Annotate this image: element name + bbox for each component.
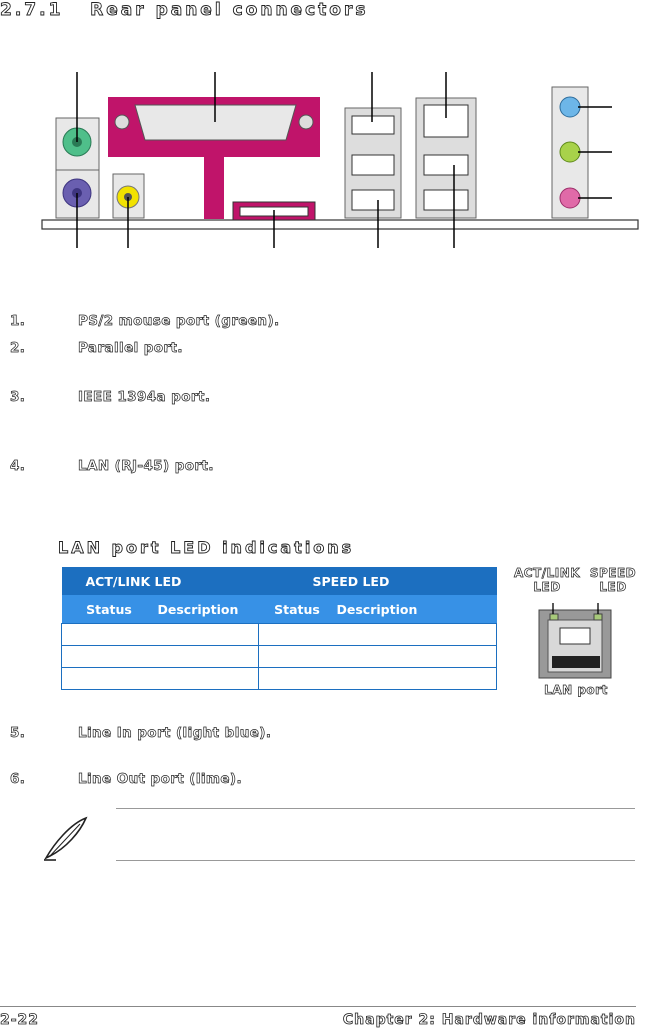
- note-top-divider: [116, 808, 635, 809]
- column-header: Status: [259, 595, 336, 624]
- column-header: Description: [157, 595, 259, 624]
- list-item: 1. PS/2 mouse port (green).: [10, 313, 280, 329]
- table-row: [62, 646, 497, 668]
- rear-panel-diagram: [0, 60, 648, 260]
- section-number: 2.7.1: [0, 0, 64, 20]
- act-link-label: ACT/LINK LED: [513, 566, 581, 594]
- footer-divider: [0, 1006, 636, 1007]
- list-item: 5. Line In port (light blue).: [10, 725, 272, 741]
- note-pen-icon: [40, 814, 92, 862]
- act-link-header: ACT/LINK LED: [62, 567, 259, 595]
- panel-edge: [42, 220, 638, 229]
- speed-header: SPEED LED: [259, 567, 497, 595]
- page-number: 2-22: [0, 1012, 40, 1028]
- list-item: 3. IEEE 1394a port.: [10, 389, 211, 405]
- section-title: Rear panel connectors: [90, 0, 369, 20]
- ieee1394-usb-stack: [345, 108, 401, 218]
- note-bottom-divider: [116, 860, 635, 861]
- section-heading: [0, 0, 368, 20]
- table-row: [62, 624, 497, 646]
- chapter-title: Chapter 2: Hardware information: [342, 1012, 636, 1028]
- column-header: Description: [336, 595, 497, 624]
- list-item: 4. LAN (RJ-45) port.: [10, 458, 214, 474]
- table-row: [62, 668, 497, 690]
- lan-port-icon: [536, 600, 616, 680]
- list-item: 6. Line Out port (lime).: [10, 771, 243, 787]
- led-table: [61, 567, 497, 690]
- column-header: Status: [62, 595, 157, 624]
- lan-port-caption: LAN port: [544, 683, 608, 697]
- speed-label: SPEED LED: [589, 566, 637, 594]
- list-item: 2. Parallel port.: [10, 340, 183, 356]
- led-heading: LAN port LED indications: [58, 538, 355, 557]
